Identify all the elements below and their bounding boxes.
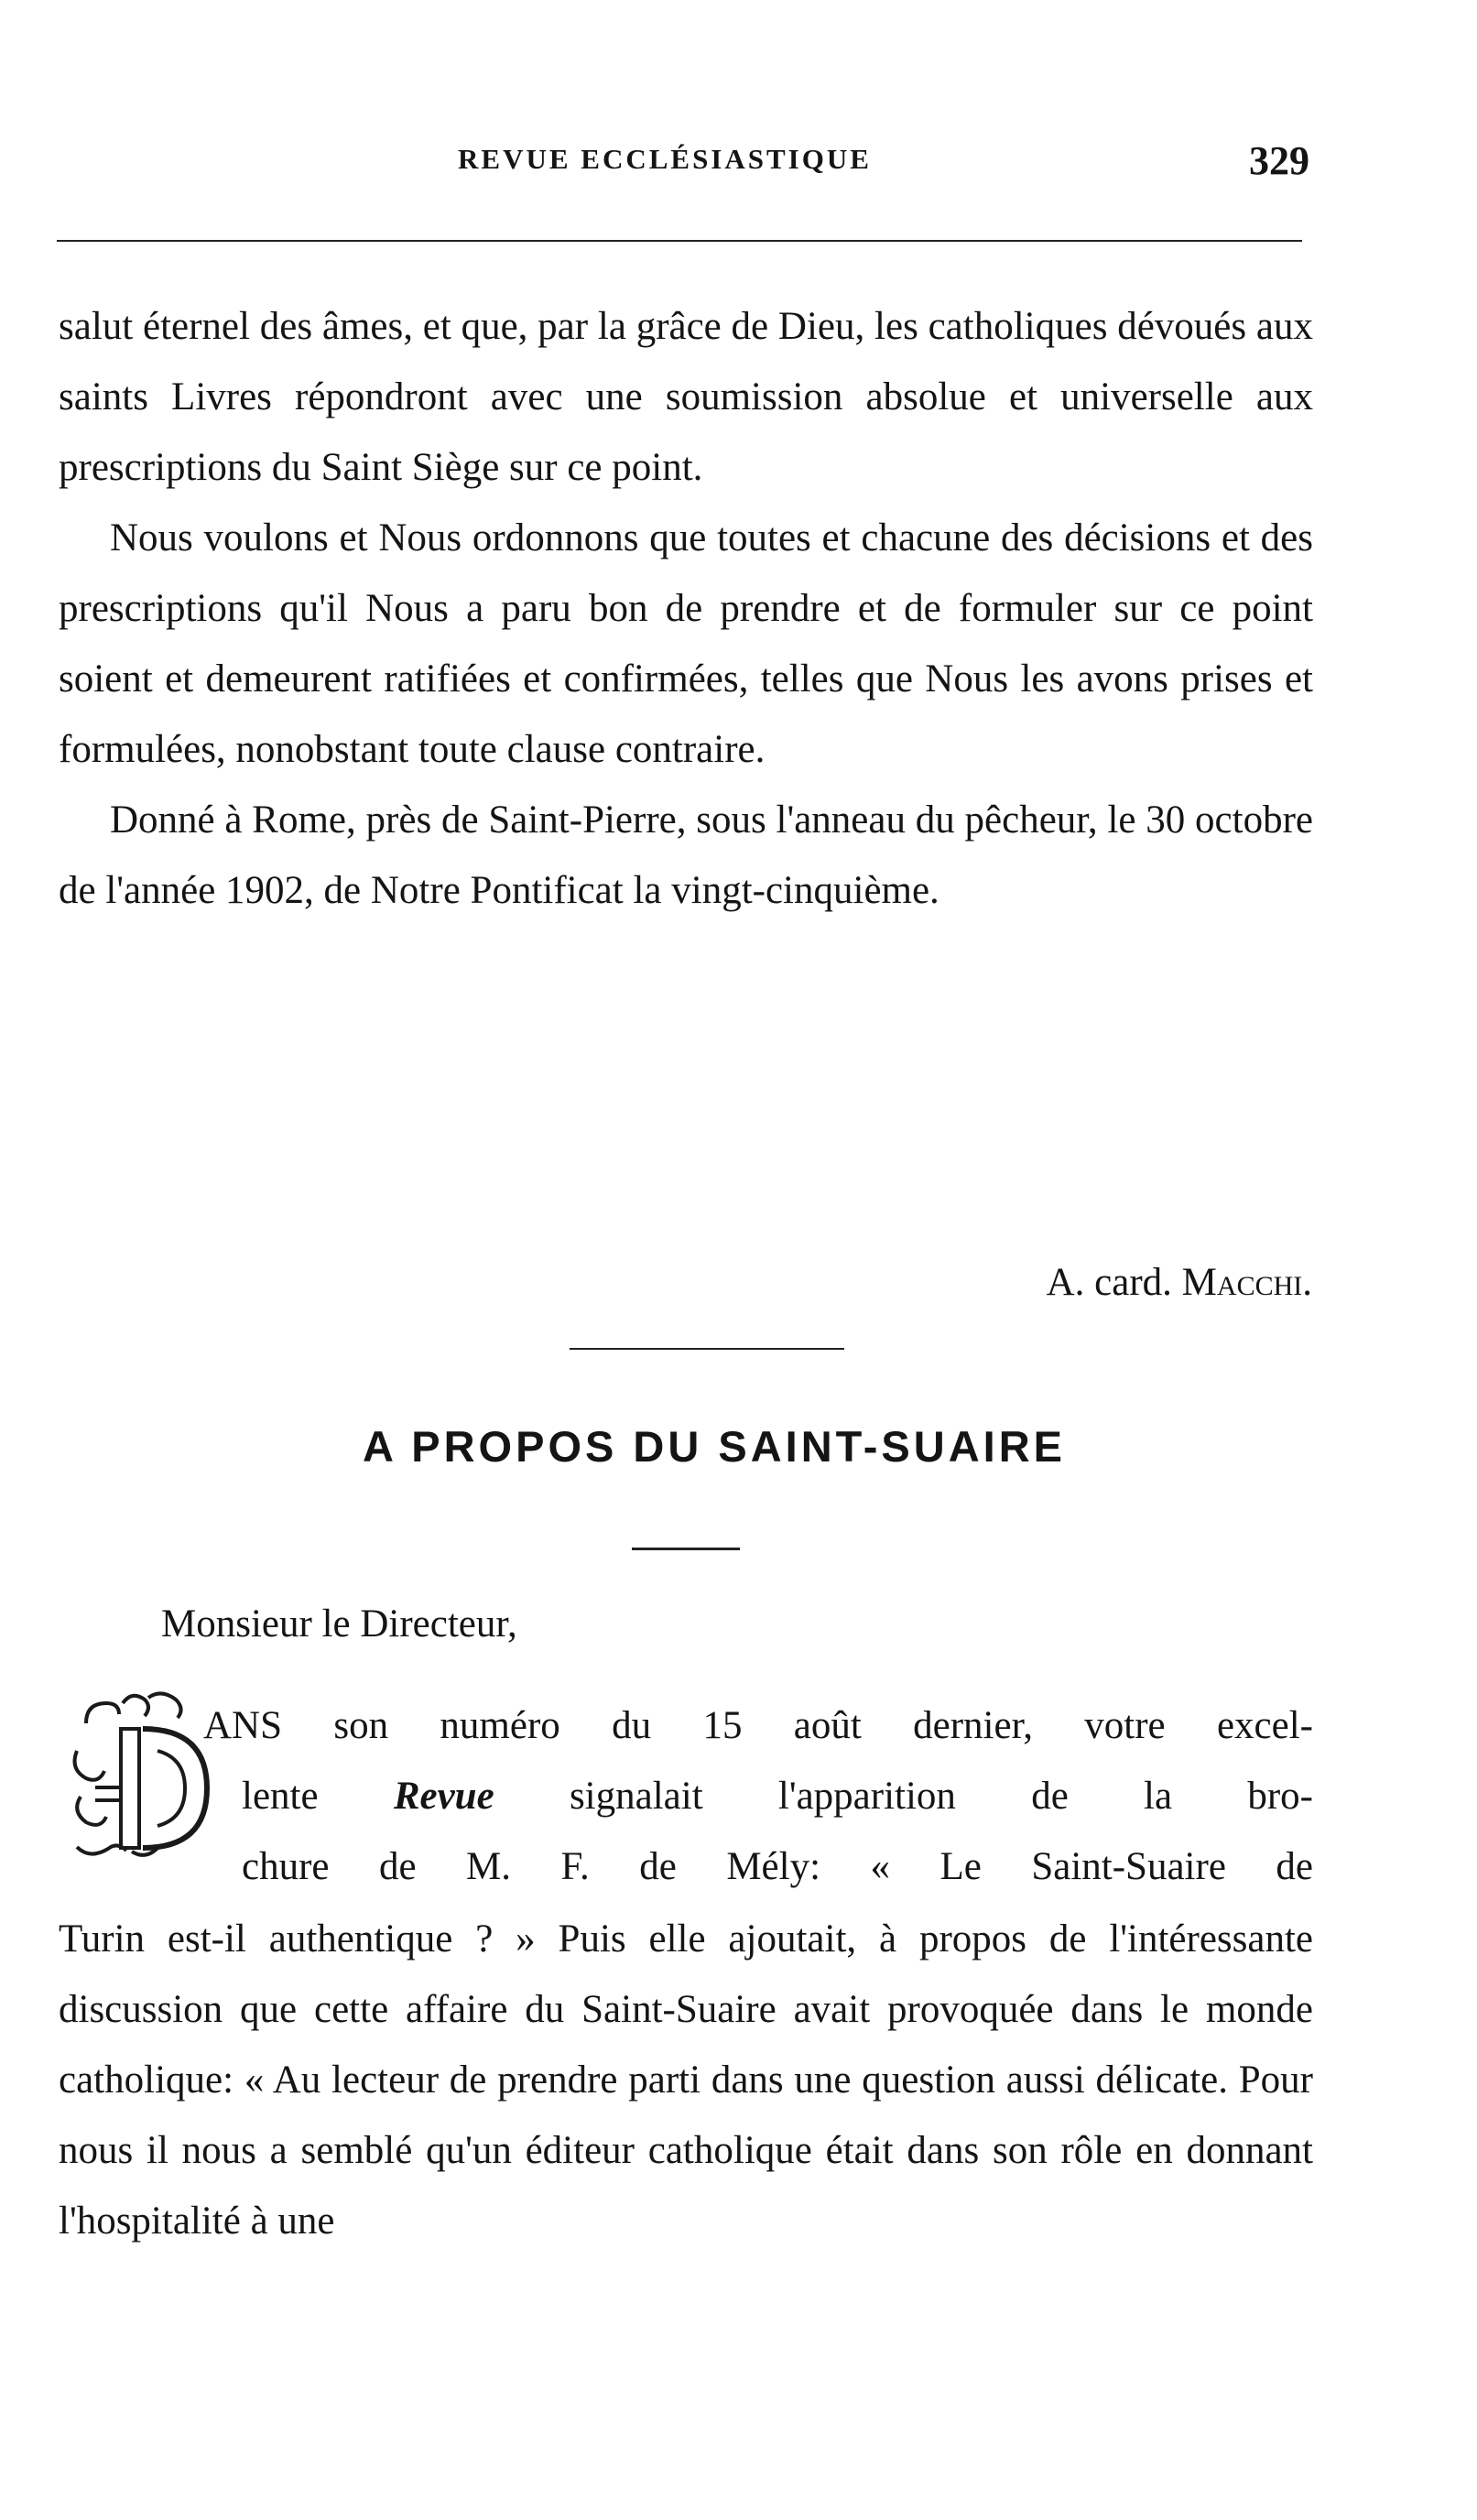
salutation: Monsieur le Directeur, [161, 1602, 517, 1646]
paragraph-1: salut éternel des âmes, et que, par la grâce de Dieu, les catholiques dévoués aux saints Livres répondront avec une soumission absolue et universelle aux prescriptions du Saint Siège sur ce point. [59, 305, 1313, 489]
svg-text:D: D [152, 1696, 153, 1697]
paragraph-3: Donné à Rome, près de Saint-Pierre, sous l'anneau du pêcheur, le 30 octobre de l'année 1902, de Notre Pontificat la vingt-cinquième. [59, 798, 1313, 912]
decree-text [59, 291, 1313, 926]
line2-pre: lente [242, 1775, 394, 1818]
continuation-text: Turin est-il authentique ? » Puis elle ajoutait, à propos de l'intéressante discussion que cette affaire du Saint-Suaire avait provoquée dans le monde catholique: « Au lecteur de prendre parti dans une question aussi délicate. Pour nous il nous a semblé qu'un éditeur catholique était dans son rôle en donnant l'hospitalité à une [59, 1917, 1313, 2243]
dropcap-line-1: ANS son numéro du 15 août dernier, votre excel- [203, 1704, 1313, 1747]
running-header [55, 137, 1328, 192]
article-title: A PROPOS DU SAINT-SUAIRE [363, 1422, 1066, 1471]
signature [1047, 1247, 1312, 1318]
paragraph-2: Nous voulons et Nous ordonnons que toutes et chacune des décisions et des prescriptions qu'il Nous a paru bon de prendre et de formuler sur ce point soient et demeurent ratifiées et confirmées, telles que Nous les avons prises et formulées, nonobstant toute clause contraire. [59, 516, 1313, 771]
running-title: REVUE ECCLÉSIASTIQUE [458, 143, 872, 175]
article-continuation [59, 1904, 1313, 2256]
line2-post: signalait l'apparition de la bro- [494, 1775, 1313, 1818]
title-rule [632, 1548, 740, 1550]
section-separator [570, 1348, 844, 1350]
page-number: 329 [1249, 138, 1309, 183]
signature-prefix: A. card. [1046, 1261, 1182, 1304]
signature-name: Macchi. [1181, 1261, 1312, 1304]
header-rule [57, 240, 1302, 242]
revue-italic: Revue [393, 1775, 494, 1818]
dropcap-line-3: chure de M. F. de Mély: « Le Saint-Suaire de [242, 1845, 1313, 1888]
